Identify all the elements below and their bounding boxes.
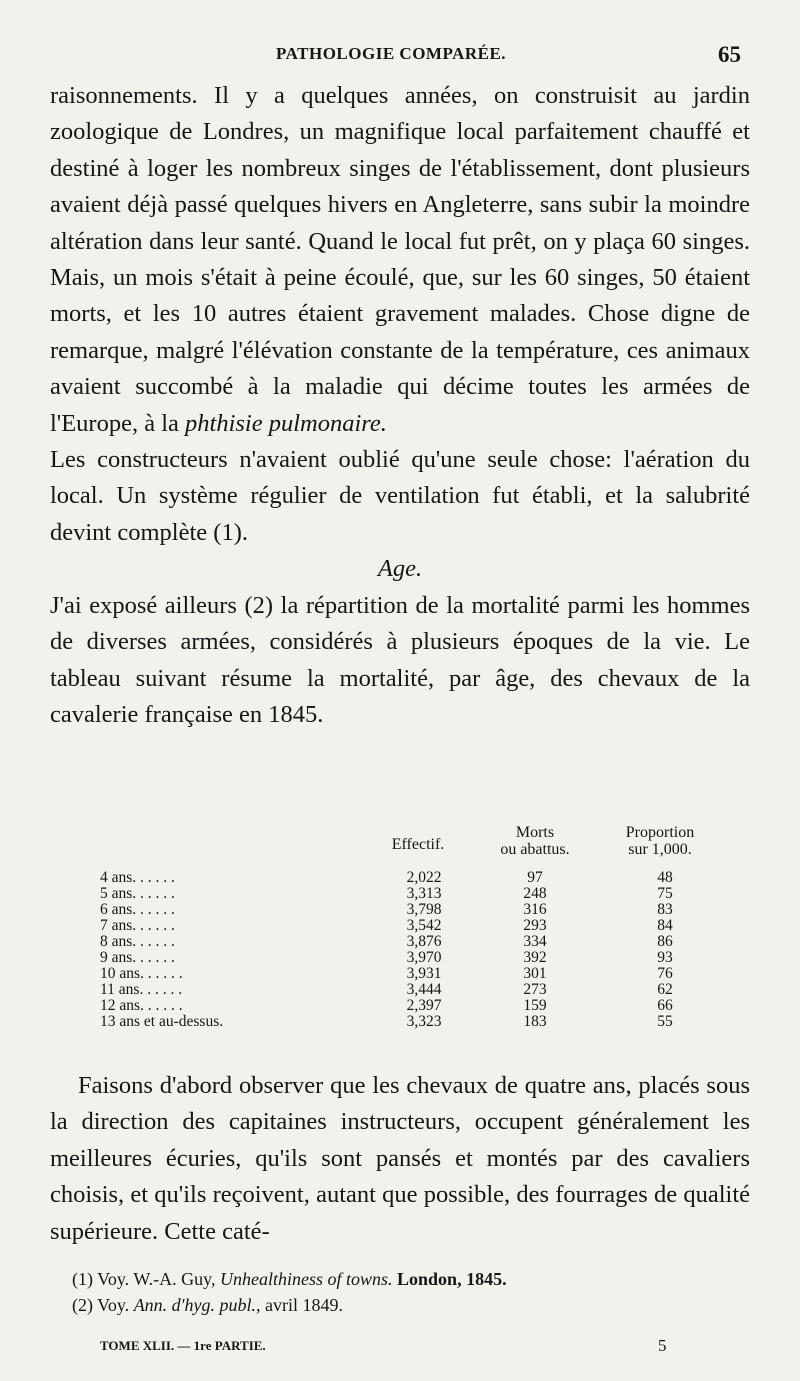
- mortality-table: [100, 818, 730, 1058]
- cell-age: 4 ans. . . . . .: [100, 869, 175, 886]
- cell-effectif: 3,931: [406, 965, 442, 982]
- cell-morts: 183: [523, 1013, 547, 1030]
- table-row: [100, 902, 730, 918]
- cell-morts: 293: [523, 917, 547, 934]
- cell-effectif: 3,313: [406, 885, 442, 902]
- paragraph-chevaux: Faisons d'abord observer que les chevaux de quatre ans, placés sous la direction des capitaines instructeurs, occupent généralement les meilleures écuries, qu'ils sont pansés et montés par des cavaliers choisis, et qu'ils reçoivent, autant que possible, des fourrages de qualité supérieure. Cette caté-: [50, 1072, 750, 1245]
- cell-proportion: 66: [657, 997, 673, 1014]
- header-proportion-line1: Proportion: [625, 824, 695, 841]
- cell-proportion: 86: [657, 933, 673, 950]
- footnotes: [72, 1266, 752, 1318]
- cell-age: 13 ans et au-dessus.: [100, 1013, 224, 1030]
- page-footer: [100, 1338, 700, 1360]
- main-text-continued: [50, 1068, 750, 1250]
- footer-volume: TOME XLII. — 1re PARTIE.: [100, 1338, 266, 1353]
- cell-age: 12 ans. . . . . .: [100, 997, 183, 1014]
- paragraph-singes: [50, 78, 750, 442]
- cell-proportion: 84: [657, 917, 673, 934]
- cell-proportion: 93: [657, 949, 673, 966]
- cell-effectif: 3,876: [406, 933, 442, 950]
- cell-effectif: 3,970: [406, 949, 442, 966]
- footnote-1: [72, 1266, 752, 1292]
- table-row: [100, 1014, 730, 1030]
- phthisie-term: phthisie pulmonaire.: [185, 409, 387, 437]
- table-row: [100, 934, 730, 950]
- footnote-2-prefix: (2) Voy.: [72, 1295, 134, 1315]
- header-morts: [480, 824, 590, 858]
- cell-effectif: 3,323: [406, 1013, 442, 1030]
- table-row: [100, 950, 730, 966]
- page-number: 65: [718, 42, 741, 67]
- cell-morts: 301: [523, 965, 547, 982]
- cell-effectif: 3,444: [406, 981, 442, 998]
- footnote-2-title: Ann. d'hyg. publ.: [133, 1295, 257, 1315]
- table-row: [100, 998, 730, 1014]
- paragraph-repartition: J'ai exposé ailleurs (2) la répartition de la mortalité parmi les hommes de diverses armées, considérés à plusieurs époques de la vie. Le tableau suivant résume la mortalité, par âge, des chevaux de la cavalerie française en 1845.: [50, 591, 750, 728]
- cell-proportion: 48: [657, 869, 673, 886]
- page-header: [0, 42, 800, 72]
- header-morts-line1: Morts: [515, 824, 555, 841]
- table-row: [100, 886, 730, 902]
- paragraph-constructeurs: Les constructeurs n'avaient oublié qu'une seule chose: l'aération du local. Un système régulier de ventilation fut établi, et la salubrité devint complète (1).: [50, 446, 750, 546]
- cell-age: 10 ans. . . . . .: [100, 965, 183, 982]
- cell-morts: 316: [523, 901, 547, 918]
- cell-morts: 97: [527, 869, 543, 886]
- cell-proportion: 62: [657, 981, 673, 998]
- header-proportion: [600, 824, 720, 858]
- cell-proportion: 75: [657, 885, 673, 902]
- cell-effectif: 2,397: [406, 997, 442, 1014]
- header-proportion-line2: sur 1,000.: [628, 841, 692, 858]
- cell-age: 6 ans. . . . . .: [100, 901, 175, 918]
- table-row: [100, 982, 730, 998]
- cell-morts: 248: [523, 885, 547, 902]
- footnote-2-suffix: , avril 1849.: [256, 1295, 344, 1315]
- cell-effectif: 3,798: [406, 901, 442, 918]
- running-title: PATHOLOGIE COMPARÉE.: [276, 44, 507, 63]
- cell-morts: 334: [523, 933, 547, 950]
- cell-age: 9 ans. . . . . .: [100, 949, 175, 966]
- table-row: [100, 966, 730, 982]
- table-row: [100, 918, 730, 934]
- cell-age: 8 ans. . . . . .: [100, 933, 175, 950]
- cell-morts: 392: [523, 949, 547, 966]
- section-title-age: Age.: [377, 555, 423, 583]
- footnote-1-suffix: London, 1845.: [392, 1269, 507, 1289]
- cell-proportion: 55: [657, 1013, 673, 1030]
- footnote-1-title: Unhealthiness of towns.: [220, 1269, 393, 1289]
- footnote-1-prefix: (1) Voy. W.-A. Guy,: [72, 1269, 221, 1289]
- cell-age: 11 ans. . . . . .: [100, 981, 183, 998]
- signature-mark: 5: [658, 1336, 667, 1355]
- cell-proportion: 83: [657, 901, 673, 918]
- cell-effectif: 2,022: [406, 869, 442, 886]
- footnote-2: [72, 1292, 752, 1318]
- cell-morts: 273: [523, 981, 547, 998]
- cell-effectif: 3,542: [406, 917, 442, 934]
- cell-proportion: 76: [657, 965, 673, 982]
- cell-age: 5 ans. . . . . .: [100, 885, 175, 902]
- cell-age: 7 ans. . . . . .: [100, 917, 175, 934]
- table-row: [100, 870, 730, 886]
- header-effectif: Effectif.: [391, 836, 445, 853]
- header-morts-line2: ou abattus.: [500, 841, 570, 858]
- paragraph-singes-text: raisonnements. Il y a quelques années, on construisit au jardin zoologique de Londres, un magnifique local parfaitement chauffé et destiné à loger les nombreux singes de l'établissement, dont plusieurs avaient déjà passé quelques hivers en Angleterre, sans subir la moindre altération dans leur santé. Quand le local fut prêt, on y plaça 60 singes. Mais, un mois s'était à peine écoulé, que, sur les 60 singes, 50 étaient morts, et les 10 autres étaient gravement malades. Chose digne de remarque, malgré l'élévation constante de la température, ces animaux avaient succombé à la maladie qui décime toutes les armées de l'Europe, à la: [50, 82, 750, 437]
- main-text: [50, 78, 750, 733]
- cell-morts: 159: [523, 997, 547, 1014]
